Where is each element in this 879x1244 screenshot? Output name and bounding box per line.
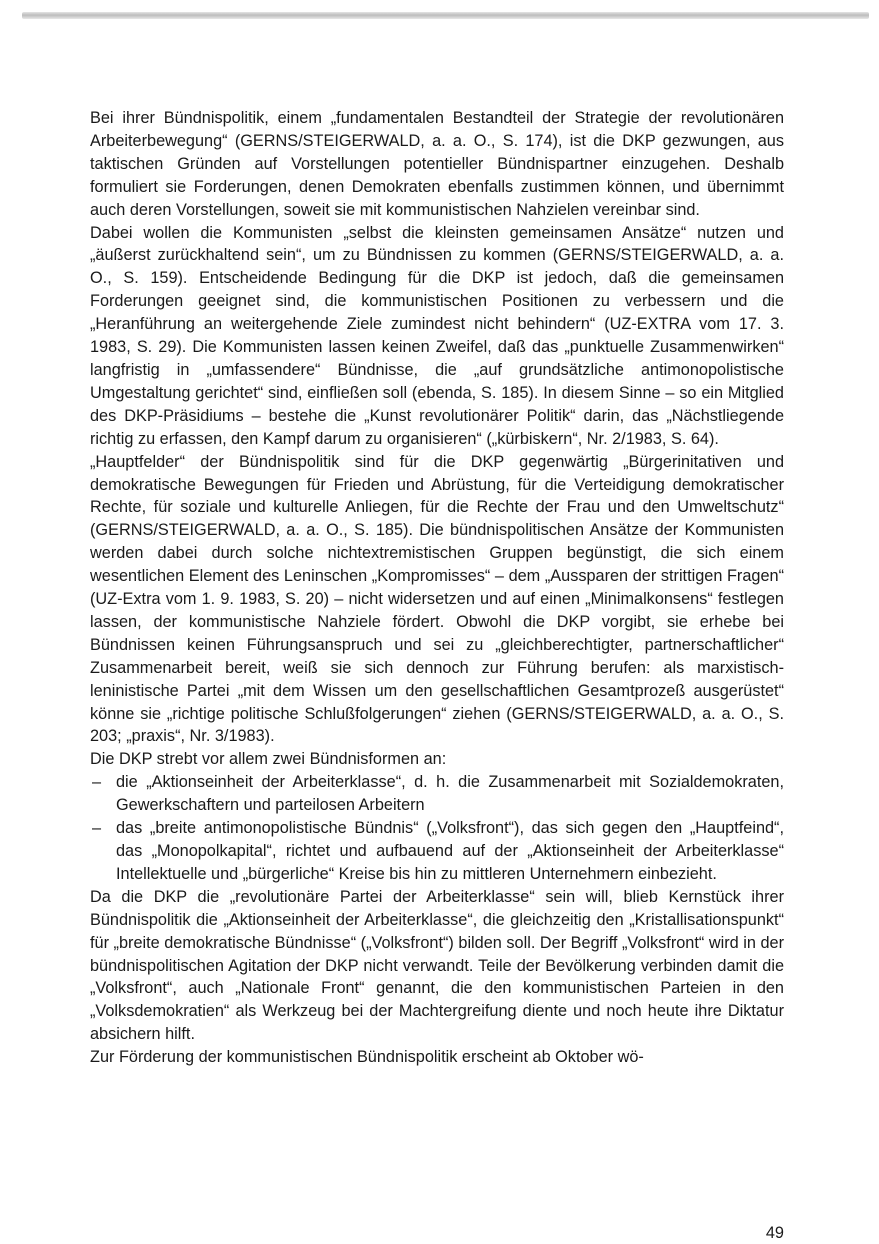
list-item: – das „breite antimonopolistische Bündnis“ („Volksfront“), das sich gegen den „Hauptfeind“, das „Monopolkapital“, richtet und aufbauend auf der „Aktionseinheit der Arbeiterklasse“ Intellektuelle und „bürgerliche“ Kreise bis hin zu mittleren Unternehmern einbezieht.	[90, 817, 784, 886]
paragraph-hauptfelder: „Hauptfelder“ der Bündnispolitik sind für die DKP gegenwärtig „Bürgerinitativen und demokratische Bewegungen für Frieden und Abrüstung, für die Verteidigung demokratischer Rechte, für soziale und kulturelle Anliegen, für die Rechte der Frau und den Umweltschutz“ (GERNS/STEIGERWALD, a. a. O., S. 185). Die bündnispolitischen Ansätze der Kommunisten werden dabei durch solche nichtextremistischen Gruppen begünstigt, die sich einem wesentlichen Element des Leninschen „Kompromisses“ – dem „Aussparen der strittigen Fragen“ (UZ-Extra vom 1. 9. 1983, S. 20) – nicht widersetzen und auf einen „Minimalkonsens“ festlegen lassen, der kommunistische Nahziele fördert. Obwohl die DKP vorgibt, sie erhebe bei Bündnissen keinen Führungsanspruch und sei zu „gleichberechtigter, partnerschaftlicher“ Zusammenarbeit bereit, weiß sie sich dennoch zur Führung berufen: als marxistisch-leninistische Partei „mit dem Wissen um den gesellschaftlichen Gesamtprozeß ausgerüstet“ könne sie „richtige politische Schlußfolgerungen“ ziehen (GERNS/STEIGERWALD, a. a. O., S. 203; „praxis“, Nr. 3/1983).	[90, 452, 784, 746]
page-number: 49	[765, 1224, 784, 1242]
list-item: – die „Aktionseinheit der Arbeiterklasse“, d. h. die Zusammenarbeit mit Sozialdemokraten, Gewerkschaftern und parteilosen Arbeitern	[90, 771, 784, 817]
paragraph-aktionseinheit: Da die DKP die „revolutionäre Partei der Arbeiterklasse“ sein will, blieb Kernstück ihrer Bündnispolitik die „Aktionseinheit der Arbeiterklasse“, die gleichzeitig den „Kristallisationspunkt“ für „breite demokratische Bündnisse“ („Volksfront“) bilden soll. Der Begriff „Volksfront“ wird in der bündnispolitischen Agitation der DKP nicht verwandt. Teile der Bevölkerung verbinden damit die „Volksfront“, auch „Nationale Front“ genannt, die den kommunistischen Parteien in den „Volksdemokratien“ als Werkzeug bei der Machtergreifung diente und noch heute ihre Diktatur absichern hilft.	[90, 887, 784, 1044]
scan-top-edge	[22, 12, 869, 19]
paragraph-buendnisformen-intro: Die DKP strebt vor allem zwei Bündnisformen an:	[90, 750, 447, 769]
paragraph-foerderung: Zur Förderung der kommunistischen Bündnispolitik erscheint ab Oktober wö-	[90, 1048, 644, 1067]
page-body	[90, 107, 784, 1069]
paragraph-kommunisten-ansaetze: Dabei wollen die Kommunisten „selbst die kleinsten gemeinsamen Ansätze“ nutzen und „äußerst zurückhaltend sein“, um zu Bündnissen zu kommen (GERNS/STEIGERWALD, a. a. O., S. 159). Entscheidende Bedingung für die DKP ist jedoch, daß die gemeinsamen Forderungen geeignet sind, die kommunistischen Positionen zu verbessern und die „Heranführung an weitergehende Ziele zumindest nicht behindern“ (UZ-EXTRA vom 17. 3. 1983, S. 29). Die Kommunisten lassen keinen Zweifel, daß das „punktuelle Zusammenwirken“ langfristig in „umfassendere“ Bündnisse, die „auf grundsätzliche antimonopolistische Umgestaltung gerichtet“ sind, einfließen soll (ebenda, S. 185). In diesem Sinne – so ein Mitglied des DKP-Präsidiums – bestehe die „Kunst revolutionärer Politik“ darin, das „Nächstliegende richtig zu erfassen, den Kampf darum zu organisieren“ („kürbiskern“, Nr. 2/1983, S. 64).	[90, 223, 784, 448]
paragraph-buendnispolitik-intro: Bei ihrer Bündnispolitik, einem „fundamentalen Bestandteil der Strategie der revolutionären Arbeiterbewegung“ (GERNS/STEIGERWALD, a. a. O., S. 174), ist die DKP gezwungen, aus taktischen Gründen auf Vorstellungen potentieller Bündnispartner einzugehen. Deshalb formuliert sie Forderungen, denen Demokraten ebenfalls zustimmen können, und übernimmt auch deren Vorstellungen, soweit sie mit kommunistischen Nahzielen vereinbar sind.	[90, 109, 784, 219]
buendnisformen-list	[90, 771, 784, 886]
